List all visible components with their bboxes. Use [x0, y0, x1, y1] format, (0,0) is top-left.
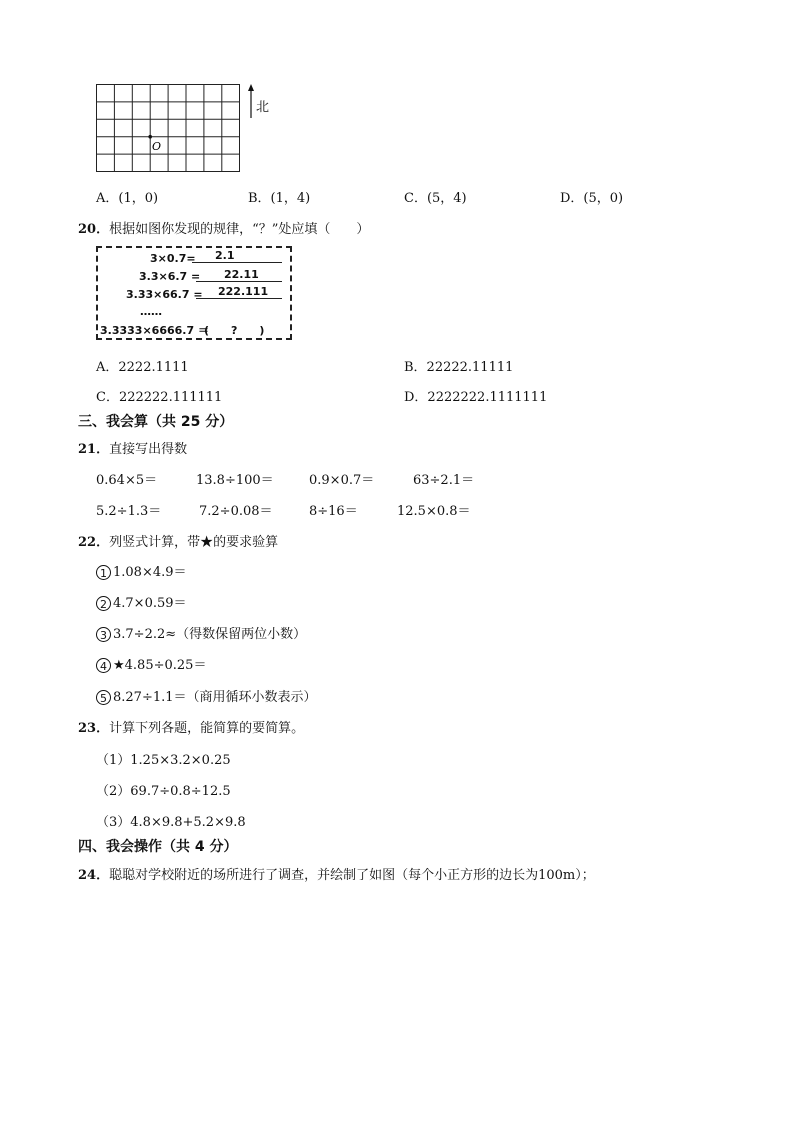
circled-number-icon: 3 [96, 627, 111, 642]
q24-question [78, 864, 595, 883]
q22-item-text: 1.08×4.9＝ [113, 565, 187, 580]
q21-item: 5.2÷1.3＝ [96, 504, 162, 519]
pattern-dots: …… [140, 305, 162, 318]
pattern-result-2: 22.11 [224, 268, 259, 281]
q22-item [96, 561, 187, 580]
answer-line [192, 262, 282, 263]
q19-option-a[interactable]: A．(1，0) [96, 191, 159, 206]
q21-item: 63÷2.1＝ [413, 473, 475, 488]
pattern-expr-1: 3×0.7= [150, 252, 196, 265]
q19-option-b[interactable]: B．(1，4) [248, 191, 311, 206]
q23-text: 计算下列各题，能简算的要简算。 [109, 721, 305, 736]
q23-question [78, 717, 304, 736]
q21-item: 7.2÷0.08＝ [199, 504, 273, 519]
q22-item [96, 686, 317, 705]
answer-line [196, 281, 282, 282]
q23-item: （1）1.25×3.2×0.25 [96, 753, 231, 768]
q20-option-a[interactable]: A．2222.1111 [96, 360, 189, 375]
q24-number: 24． [78, 868, 110, 883]
answer-line [196, 298, 282, 299]
q22-item-text: 8.27÷1.1＝（商用循环小数表示） [113, 690, 317, 705]
north-label: 北 [256, 100, 270, 115]
q22-item-text: 3.7÷2.2≈（得数保留两位小数） [113, 627, 307, 642]
pattern-expr-3: 3.33×66.7 = [126, 288, 203, 301]
section-4-title: 四、我会操作（共 4 分） [78, 839, 238, 855]
q21-item: 0.9×0.7＝ [309, 473, 375, 488]
pattern-last-result: ( ? ) [204, 324, 265, 337]
q22-number: 22． [78, 535, 110, 550]
q22-item [96, 623, 306, 642]
q21-item: 12.5×0.8＝ [397, 504, 471, 519]
q20-text: 根据如图你发现的规律，“？”处应填（ ） [109, 222, 370, 237]
north-arrow-icon [246, 84, 256, 120]
q20-question [78, 218, 369, 237]
q20-option-b[interactable]: B．22222.11111 [404, 360, 514, 375]
q22-item [96, 592, 187, 611]
q22-text: 列竖式计算，带★的要求验算 [109, 535, 279, 550]
q22-item [96, 654, 206, 673]
q21-question [78, 438, 187, 457]
q24-text: 聪聪对学校附近的场所进行了调查，并绘制了如图（每个小正方形的边长为100m）； [109, 868, 595, 883]
q22-question [78, 531, 278, 550]
q22-item-text: ★4.85÷0.25＝ [113, 658, 207, 673]
circled-number-icon: 5 [96, 690, 111, 705]
q20-option-d[interactable]: D．2222222.1111111 [404, 390, 548, 405]
q22-item-text: 4.7×0.59＝ [113, 596, 187, 611]
pattern-result-3: 222.111 [218, 285, 269, 298]
coordinate-grid [96, 84, 242, 174]
q19-option-d[interactable]: D．(5，0) [560, 191, 624, 206]
q23-item: （3）4.8×9.8+5.2×9.8 [96, 815, 246, 830]
q23-number: 23． [78, 721, 110, 736]
q20-number: 20． [78, 222, 110, 237]
pattern-expr-2: 3.3×6.7 = [139, 270, 201, 283]
q20-option-c[interactable]: C．222222.111111 [96, 390, 223, 405]
q21-item: 0.64×5＝ [96, 473, 158, 488]
q21-text: 直接写出得数 [109, 442, 188, 457]
origin-label: O [152, 140, 162, 153]
q19-option-c[interactable]: C．(5，4) [404, 191, 467, 206]
circled-number-icon: 1 [96, 565, 111, 580]
q21-number: 21． [78, 442, 110, 457]
section-3-title: 三、我会算（共 25 分） [78, 414, 234, 430]
q21-item: 8÷16＝ [309, 504, 358, 519]
circled-number-icon: 4 [96, 658, 111, 673]
origin-point [148, 135, 152, 139]
pattern-result-1: 2.1 [215, 249, 235, 262]
pattern-last-expr: 3.3333×6666.7 ＝ [100, 324, 209, 337]
q23-item: （2）69.7÷0.8÷12.5 [96, 784, 231, 799]
circled-number-icon: 2 [96, 596, 111, 611]
q21-item: 13.8÷100＝ [196, 473, 274, 488]
